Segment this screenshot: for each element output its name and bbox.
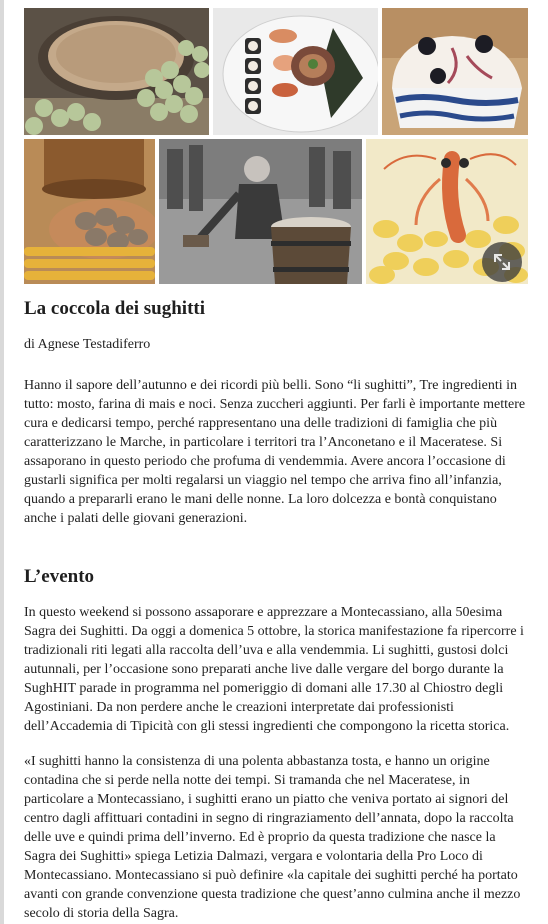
section-heading-evento: L’evento (24, 566, 95, 587)
photo-man-opening-barrel (159, 139, 362, 284)
photo-cream-dessert (382, 8, 528, 135)
expand-icon (482, 242, 522, 282)
article-byline: di Agnese Testadiferro (24, 337, 151, 352)
quote-paragraph: «I sughitti hanno la consistenza di una polenta abbastanza tosta, e hanno un origine contadina che si perde nella notte dei tempi. Si tramanda che nel Maceratese, in particolare a Montecassiano, i sughitti erano un piatto che veniva portato ai signori del centro dagli affittuari contadini in segno di ringraziamento dell’annata, dopo la raccolta delle uve e quindi prima dell’inverno. Ed è proprio da questa tradizione che nasce la Sagra dei Sughitti» spiega Letizia Dalmazi, vergara e volontaria della Pro Loco di Montecassiano. Montecassiano si può definire «la capitale dei sughitti perché ha portato avanti con grande convenzione questa tradizione che quest’anno culmina anche il mezzo secolo di storia della Sagra. (24, 754, 521, 921)
expand-gallery-button[interactable] (482, 242, 522, 282)
event-paragraph: In questo weekend si possono assaporare e apprezzare a Montecassiano, alla 50esima Sagra dei Sughitti. Da oggi a domenica 5 ottobre, la storica manifestazione fa ripercorre i tradizionali riti legati alla raccolta dell’uva e alla vendemmia. Li sughitti, gustosi dolci autunnali, per l’occasione sono preparati anche live dalle vergare del borgo durante la SughHIT parade in programma nel pomeriggio di domani alle 17.30 al Chiostro degli Agostiniani. Da non perdere anche le creazioni interpretate dai professionisti dell’Accademia di Tipicità con gli stessi ingredienti che compongono la ricetta storica. (24, 605, 524, 734)
photo-walnuts-and-corn (24, 139, 155, 284)
article-title: La coccola dei sughitti (24, 298, 206, 319)
left-border (0, 0, 4, 924)
photo-sushi-plate (213, 8, 378, 135)
photo-polenta-with-grapes (24, 8, 209, 135)
article-intro-paragraph: Hanno il sapore dell’autunno e dei ricordi più belli. Sono “li sughitti”, Tre ingredienti in tutto: mosto, farina di mais e noci. Senza zuccheri aggiunti. Per farli è importante mettere cura e dedicarsi tempo, perché rappresentano una delle tradizioni di famiglia che più caratterizzano le Marche, in particolare i territori tra l’Anconetano e il Maceratese. Si assaporano in questo periodo che profuma di vendemmia. Avere ancora l’occasione di gustarli significa per molti regalarsi un viaggio nel tempo che arriva fino all’infanzia, quando a prepararli erano le mani delle nonne. La loro dolcezza e bontà conquistano anche i palati delle giovani generazioni. (24, 378, 526, 526)
photo-collage[interactable] (24, 8, 528, 284)
